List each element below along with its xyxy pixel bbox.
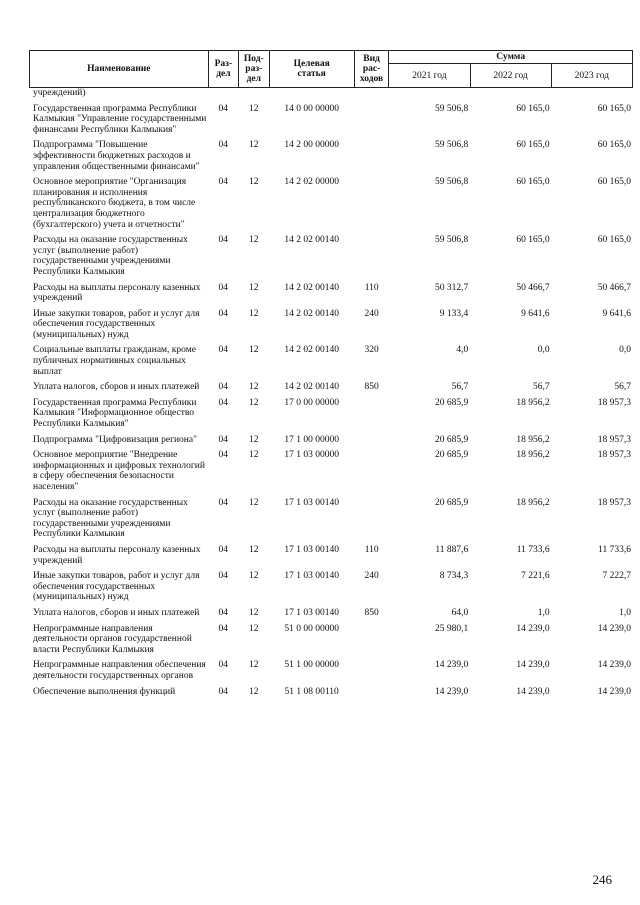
cell-podrazdel: 12 (248, 497, 259, 508)
page-number: 246 (592, 872, 612, 887)
cell-name: Социальные выплаты гражданам, кроме публичных нормативных социальных выплат (33, 345, 196, 377)
cell-vid (354, 498, 389, 545)
cell-podrazdel: 12 (248, 660, 259, 671)
cell-2022: 18 956,2 (516, 434, 550, 445)
table-row (29, 140, 633, 177)
header-summa: Сумма (389, 51, 633, 64)
cell-celevaya: 14 2 02 00140 (284, 282, 339, 293)
cell-2021: 20 685,9 (435, 434, 469, 445)
cell-name: Иные закупки товаров, работ и услуг для обеспечения государственных (муниципальных) нужд (33, 571, 200, 603)
header-name: Наименование (30, 51, 209, 88)
cell-razdel: 04 (218, 140, 228, 151)
cell-2022 (470, 88, 551, 104)
table-body (29, 88, 633, 702)
cell-2021: 20 685,9 (435, 397, 469, 408)
cell-2022: 0,0 (537, 345, 550, 356)
cell-podrazdel: 12 (248, 382, 259, 393)
cell-2021: 59 506,8 (435, 140, 469, 151)
cell-2023: 14 239,0 (597, 623, 631, 634)
cell-celevaya: 17 0 00 00000 (284, 397, 339, 408)
cell-celevaya: 17 1 03 00140 (284, 571, 339, 582)
cell-podrazdel (238, 88, 269, 104)
cell-2021: 20 685,9 (435, 497, 469, 508)
cell-vid: 240 (364, 308, 379, 319)
cell-podrazdel: 12 (248, 140, 259, 151)
cell-2023: 14 239,0 (597, 660, 631, 671)
cell-2021: 9 133,4 (439, 308, 469, 319)
cell-podrazdel: 12 (248, 607, 259, 618)
cell-name: Непрограммные направления деятельности органов государственной власти Республики Калмыкия (33, 623, 192, 655)
cell-2022: 60 165,0 (516, 177, 550, 188)
cell-name: Государственная программа Республики Калмыкия "Информационное общество Республики Калмыкия" (33, 397, 197, 430)
cell-celevaya: 14 2 02 00140 (284, 382, 339, 393)
cell-podrazdel: 12 (248, 235, 259, 246)
cell-2022: 14 239,0 (516, 660, 550, 671)
cell-name: Уплата налогов, сборов и иных платежей (33, 382, 200, 393)
cell-2023: 50 466,7 (597, 282, 631, 293)
cell-celevaya: 17 1 03 00140 (284, 497, 339, 508)
cell-2022: 18 956,2 (516, 497, 550, 508)
cell-name: Расходы на оказание государственных услуг (выполнение работ) государственными учреждениями Республики Калмыкия (33, 497, 188, 540)
cell-2023: 7 222,7 (602, 571, 631, 582)
cell-2023: 18 957,3 (597, 397, 631, 408)
cell-name: Основное мероприятие "Организация планирования и исполнения республиканского бюджета, в том числе централизация бюджетного (бухгалтерского) учета и отчетности" (33, 177, 196, 230)
cell-vid: 240 (364, 571, 379, 582)
cell-name: Непрограммные направления обеспечения деятельности государственных органов (33, 660, 206, 681)
cell-2023: 11 733,6 (598, 544, 631, 555)
cell-2022: 56,7 (532, 382, 550, 393)
cell-name: учреждений) (33, 88, 86, 98)
cell-vid (354, 687, 389, 703)
cell-celevaya: 14 0 00 00000 (284, 103, 339, 114)
cell-razdel: 04 (218, 103, 228, 114)
table-row (29, 382, 633, 398)
header-celevaya: Целевая статья (269, 51, 354, 88)
table-row (29, 104, 633, 141)
cell-vid: 110 (364, 282, 379, 293)
cell-2022: 18 956,2 (516, 397, 550, 408)
cell-celevaya: 17 1 00 00000 (284, 434, 339, 445)
table-rows (29, 88, 633, 702)
table-row (29, 88, 633, 104)
table-row (29, 345, 633, 382)
cell-vid (354, 88, 389, 104)
cell-2022: 60 165,0 (516, 140, 550, 151)
cell-2021: 59 506,8 (435, 103, 469, 114)
cell-2021: 4,0 (456, 345, 469, 356)
cell-name: Государственная программа Республики Калмыкия "Управление государственными финансами Республики Калмыкия" (33, 103, 207, 135)
cell-podrazdel: 12 (248, 308, 259, 319)
cell-2023: 9 641,6 (602, 308, 631, 319)
cell-razdel: 04 (218, 497, 228, 508)
cell-name: Расходы на выплаты персоналу казенных учреждений (33, 544, 201, 566)
table-row (29, 498, 633, 545)
table-row (29, 545, 633, 571)
cell-celevaya: 14 2 00 00000 (284, 140, 339, 151)
cell-podrazdel: 12 (248, 397, 259, 408)
cell-celevaya: 51 0 00 00000 (284, 623, 339, 634)
cell-2023: 60 165,0 (597, 103, 631, 114)
cell-name: Уплата налогов, сборов и иных платежей (33, 607, 200, 618)
header-2022: 2022 год (470, 64, 551, 88)
table-row (29, 571, 633, 608)
cell-2022: 14 239,0 (516, 623, 550, 634)
cell-podrazdel: 12 (248, 103, 259, 114)
header-2023: 2023 год (551, 64, 632, 88)
cell-2023: 60 165,0 (597, 140, 631, 151)
cell-razdel: 04 (218, 308, 228, 319)
table-row (29, 660, 633, 686)
cell-2023: 1,0 (619, 607, 631, 618)
cell-celevaya: 51 1 08 00110 (284, 686, 339, 697)
cell-2022: 11 733,6 (516, 544, 550, 555)
cell-2021: 8 734,3 (439, 571, 469, 582)
cell-razdel: 04 (218, 177, 228, 188)
cell-vid (354, 450, 389, 497)
cell-2021: 59 506,8 (435, 235, 469, 246)
cell-name: Основное мероприятие "Внедрение информационных и цифровых технологий в сферу обеспечения безопасности населения" (33, 450, 205, 492)
cell-razdel (208, 88, 239, 104)
cell-2023: 0,0 (619, 345, 631, 356)
cell-name: Обеспечение выполнения функций (33, 686, 176, 697)
cell-name: Расходы на оказание государственных услуг (выполнение работ) государственными учреждениями Республики Калмыкия (33, 235, 188, 277)
cell-celevaya: 14 2 02 00140 (284, 235, 339, 246)
cell-2023: 18 957,3 (597, 450, 631, 461)
cell-2022: 60 165,0 (516, 103, 550, 114)
cell-vid: 320 (364, 345, 379, 356)
cell-podrazdel: 12 (248, 282, 259, 293)
table-row (29, 283, 633, 309)
header-2021: 2021 год (389, 64, 470, 88)
header-vid: Вид рас- ходов (354, 51, 389, 88)
cell-2021: 25 980,1 (435, 623, 469, 634)
cell-2021: 56,7 (451, 382, 469, 393)
cell-podrazdel: 12 (248, 623, 259, 634)
cell-podrazdel: 12 (248, 571, 259, 582)
table-header (29, 50, 633, 88)
header-razdel: Раз- дел (208, 51, 238, 88)
cell-2021: 14 239,0 (435, 660, 469, 671)
cell-name: Иные закупки товаров, работ и услуг для обеспечения государственных (муниципальных) нужд (33, 308, 200, 340)
cell-name: Подпрограмма "Цифровизация региона" (33, 434, 197, 445)
cell-podrazdel: 12 (248, 686, 259, 697)
cell-razdel: 04 (218, 397, 228, 408)
cell-2023: 56,7 (614, 382, 631, 393)
cell-2022: 60 165,0 (516, 235, 550, 246)
cell-celevaya (269, 88, 354, 104)
cell-razdel: 04 (218, 450, 228, 461)
cell-vid (354, 435, 389, 451)
table-row (29, 235, 633, 282)
table-row (29, 309, 633, 346)
cell-2021: 11 887,6 (435, 544, 469, 555)
cell-2023: 18 957,3 (597, 434, 631, 445)
cell-2021 (389, 88, 470, 104)
cell-celevaya: 17 1 03 00140 (284, 607, 339, 618)
cell-2023 (552, 88, 633, 104)
cell-razdel: 04 (218, 571, 228, 582)
cell-podrazdel: 12 (248, 177, 259, 188)
cell-celevaya: 17 1 03 00140 (284, 544, 339, 555)
cell-2022: 14 239,0 (516, 686, 550, 697)
cell-celevaya: 51 1 00 00000 (284, 660, 339, 671)
table-row (29, 435, 633, 451)
table-row (29, 687, 633, 703)
cell-razdel: 04 (218, 623, 228, 634)
cell-2023: 14 239,0 (597, 686, 631, 697)
cell-razdel: 04 (218, 434, 228, 445)
cell-2022: 7 221,6 (521, 571, 550, 582)
cell-vid (354, 140, 389, 177)
cell-razdel: 04 (218, 544, 228, 555)
table-row (29, 608, 633, 624)
cell-razdel: 04 (218, 282, 228, 293)
table-row (29, 624, 633, 661)
cell-podrazdel: 12 (248, 544, 259, 555)
cell-podrazdel: 12 (248, 450, 259, 461)
cell-razdel: 04 (218, 660, 228, 671)
cell-razdel: 04 (218, 235, 228, 246)
header-podrazdel: Под- раз- дел (239, 51, 269, 88)
cell-vid (354, 104, 389, 141)
cell-razdel: 04 (218, 382, 228, 393)
cell-razdel: 04 (218, 607, 228, 618)
cell-2022: 1,0 (537, 607, 550, 618)
table-row (29, 398, 633, 435)
cell-celevaya: 14 2 02 00140 (284, 308, 339, 319)
cell-2022: 9 641,6 (521, 308, 550, 319)
cell-2022: 18 956,2 (516, 450, 550, 461)
cell-vid (354, 177, 389, 235)
cell-2021: 64,0 (451, 607, 469, 618)
cell-2023: 60 165,0 (597, 177, 631, 188)
table-row (29, 177, 633, 235)
cell-razdel: 04 (218, 345, 228, 356)
cell-2021: 50 312,7 (435, 282, 469, 293)
cell-vid (354, 624, 389, 661)
cell-celevaya: 17 1 03 00000 (284, 450, 339, 461)
cell-2021: 14 239,0 (435, 686, 469, 697)
cell-vid: 110 (364, 544, 379, 555)
cell-2023: 60 165,0 (597, 235, 631, 246)
cell-vid (354, 660, 389, 686)
cell-celevaya: 14 2 02 00140 (284, 345, 339, 356)
cell-podrazdel: 12 (248, 434, 259, 445)
cell-vid (354, 398, 389, 435)
cell-celevaya: 14 2 02 00000 (284, 177, 339, 188)
cell-vid: 850 (364, 382, 379, 393)
cell-name: Подпрограмма "Повышение эффективности бюджетных расходов и управления общественными финансами" (33, 140, 200, 172)
cell-name: Расходы на выплаты персоналу казенных учреждений (33, 282, 201, 304)
cell-2021: 20 685,9 (435, 450, 469, 461)
cell-2023: 18 957,3 (597, 497, 631, 508)
cell-vid (354, 235, 389, 282)
cell-razdel: 04 (218, 686, 228, 697)
cell-2021: 59 506,8 (435, 177, 469, 188)
cell-podrazdel: 12 (248, 345, 259, 356)
cell-vid: 850 (364, 607, 379, 618)
cell-2022: 50 466,7 (516, 282, 550, 293)
table-row (29, 450, 633, 497)
